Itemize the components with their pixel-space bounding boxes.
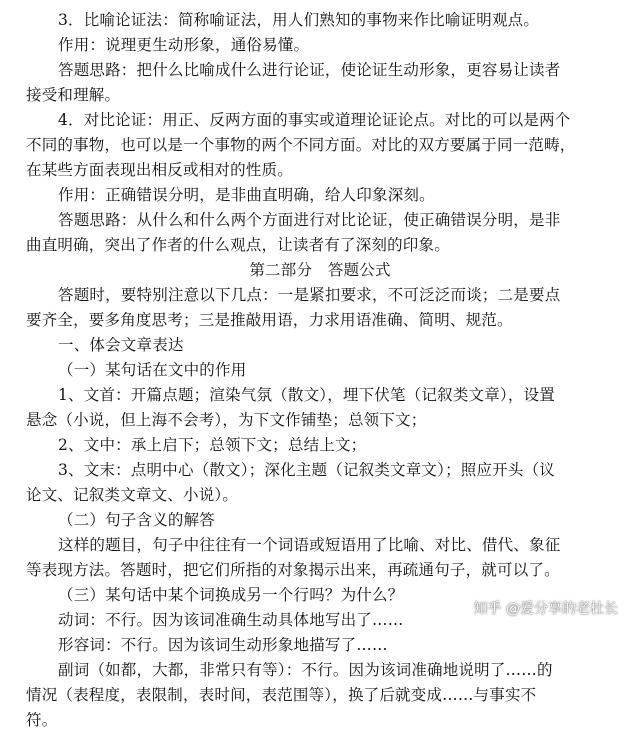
text-line: 悬念（小说，但上海不会考），为下文作铺垫；总领下文； bbox=[26, 411, 427, 429]
text-line: 曲直明确，突出了作者的什么观点，让读者有了深刻的印象。 bbox=[26, 236, 450, 254]
text-line: 接受和理解。 bbox=[26, 86, 121, 104]
text-line: 论文、记叙类文章文、小说）。 bbox=[26, 486, 239, 504]
text-line: 等表现方法。答题时，把它们所指的对象揭示出来，再疏通句子，就可以了。 bbox=[26, 561, 560, 579]
text-line: 情况（表程度，表限制，表时间，表范围等），换了后就变成……与事实不 bbox=[26, 686, 537, 704]
text-line: 副词（如都，大都，非常只有等）：不行。因为该词准确地说明了……的 bbox=[58, 661, 553, 679]
subsection-heading: 一、体会文章表达 bbox=[58, 336, 184, 354]
text-line: 答题时，要特别注意以下几点：一是紧扣要求，不可泛泛而谈；二是要点 bbox=[58, 286, 561, 304]
text-line: 不同的事物，也可以是一个事物的两个不同方面。对比的双方要属于同一范畴， bbox=[26, 136, 576, 154]
text-line: 动词：不行。因为该词准确生动具体地写出了…… bbox=[58, 611, 404, 629]
text-line: 3、文末：点明中心（散文）；深化主题（记叙类文章文）；照应开头（议 bbox=[58, 461, 555, 479]
subsection-heading: （一）某句话在文中的作用 bbox=[58, 361, 247, 379]
text-line: 2、文中：承上启下；总领下文；总结上文； bbox=[58, 436, 367, 454]
text-line: 符。 bbox=[26, 711, 58, 729]
subsection-heading: （三）某句话中某个词换成另一个行吗？为什么？ bbox=[58, 586, 404, 604]
text-line: 在某些方面表现出相反或相对的性质。 bbox=[26, 161, 293, 179]
text-line: 答题思路：把什么比喻成什么进行论证，使论证生动形象，更容易让读者 bbox=[58, 61, 561, 79]
text-line: 答题思路：从什么和什么两个方面进行对比论证，使正确错误分明，是非 bbox=[58, 211, 561, 229]
text-line: 要齐全，要多角度思考；三是推敲用语，力求用语准确、简明、规范。 bbox=[26, 311, 513, 329]
text-line: 4．对比论证：用正、反两方面的事实或道理论证论点。对比的可以是两个 bbox=[58, 111, 571, 129]
text-line: 作用：说理更生动形象，通俗易懂。 bbox=[58, 36, 310, 54]
subsection-heading: （二）句子含义的解答 bbox=[58, 511, 216, 529]
text-line: 3．比喻论证法：简称喻证法，用人们熟知的事物来作比喻证明观点。 bbox=[58, 11, 540, 29]
section-heading: 第二部分 答题公式 bbox=[249, 261, 391, 279]
text-line: 作用：正确错误分明，是非曲直明确，给人印象深刻。 bbox=[58, 186, 435, 204]
text-line: 这样的题目，句子中往往有一个词语或短语用了比喻、对比、借代、象征 bbox=[58, 536, 561, 554]
text-line: 形容词：不行。因为该词生动形象地描写了…… bbox=[58, 636, 388, 654]
watermark: 知乎 @爱分享的老杜长 bbox=[473, 601, 618, 617]
text-line: 1、文首：开篇点题；渲染气氛（散文），埋下伏笔（记叙类文章），设置 bbox=[58, 386, 555, 404]
